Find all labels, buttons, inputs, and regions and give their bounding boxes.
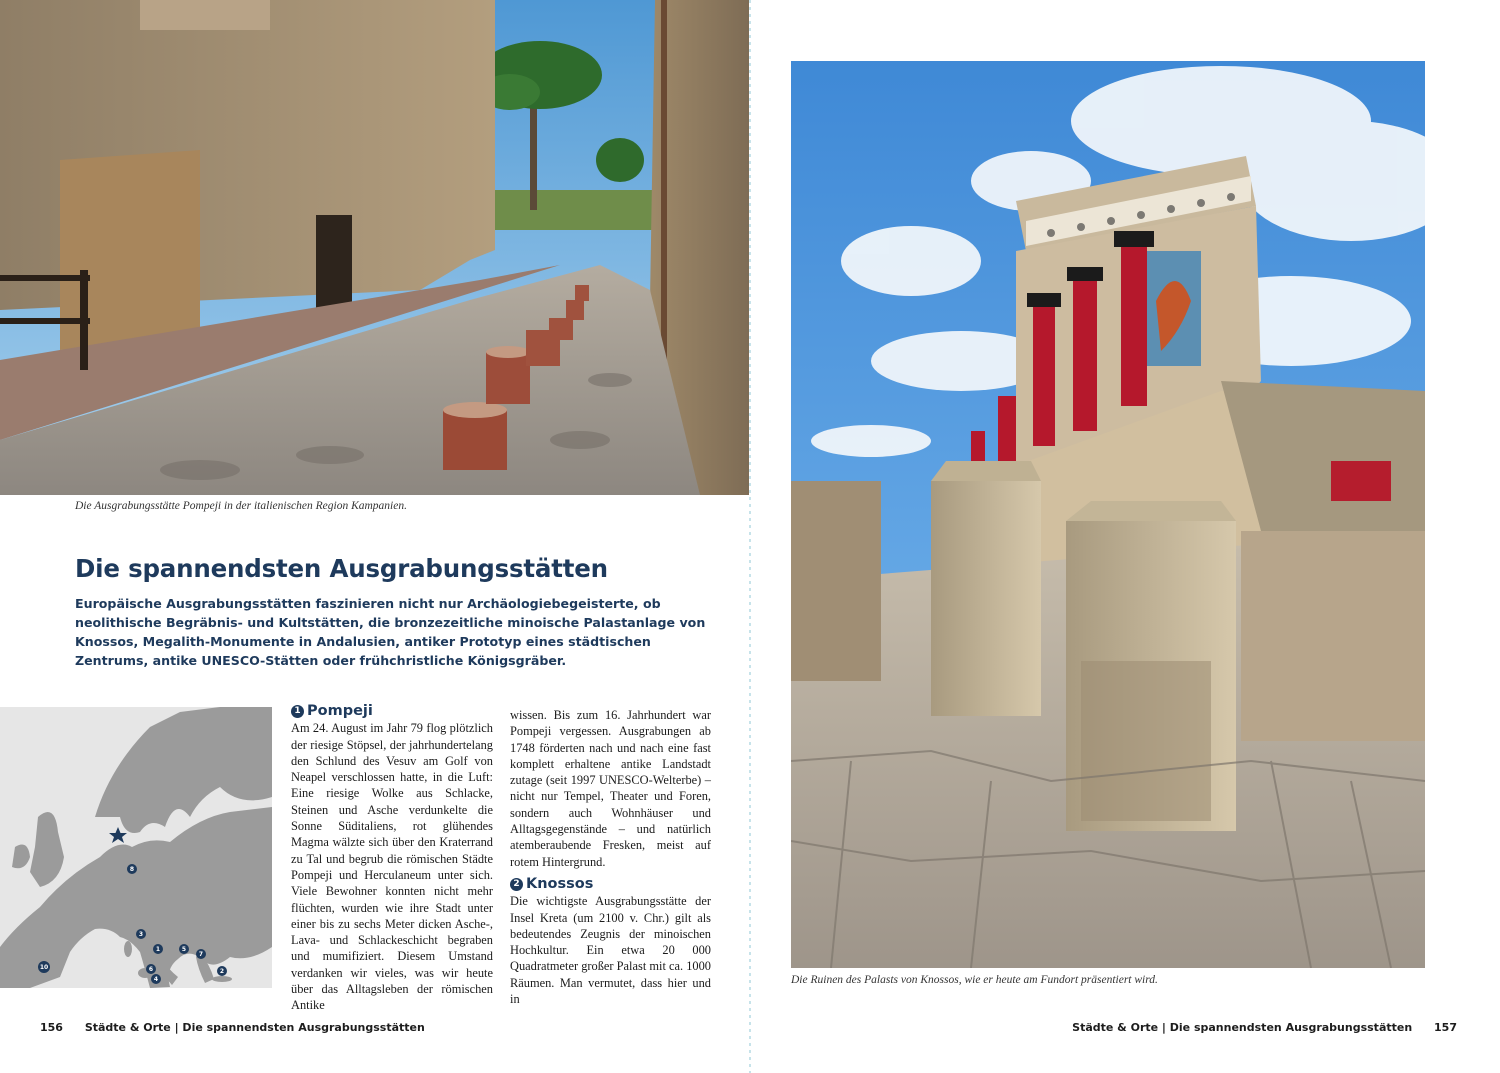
svg-text:7: 7 <box>198 951 204 958</box>
svg-text:4: 4 <box>153 976 159 983</box>
map-marker-1 <box>153 944 163 954</box>
svg-text:8: 8 <box>129 866 135 873</box>
folio-right <box>1072 1021 1457 1034</box>
pompeii-photo-caption: Die Ausgrabungsstätte Pompeji in der italienischen Region Kampanien. <box>75 500 407 512</box>
knossos-photo <box>791 61 1425 968</box>
section-title-text: Pompeji <box>307 703 373 719</box>
map-marker-5 <box>179 944 189 954</box>
svg-text:3: 3 <box>138 931 144 938</box>
page-headline: Die spannendsten Ausgrabungsstätten <box>75 554 608 583</box>
running-head: Städte & Orte | Die spannendsten Ausgrabungsstätten <box>84 1021 425 1034</box>
text-column-2 <box>510 707 711 1007</box>
page-number: 156 <box>40 1021 63 1034</box>
right-page <box>751 0 1500 1073</box>
map-marker-4 <box>151 974 161 984</box>
svg-text:2: 2 <box>219 968 225 975</box>
section-title-pompeji <box>291 703 493 719</box>
section-body-knossos: Die wichtigste Ausgrabungsstätte der Insel Kreta (um 2100 v. Chr.) gilt als bedeutendes Zeugnis der minoischen Hochkultur. Ein etwa 20 000 Quadratmeter großer Palast mit ca. 1000 Räumen. Man vermutet, dass hier und in <box>510 894 711 1007</box>
map-marker-10 <box>38 961 50 973</box>
section-body-pompeji-continued: wissen. Bis zum 16. Jahrhundert war Pompeji vergessen. Ausgrabungen ab 1748 förderten nach und nach eine fast komplett erhaltene antike Landstadt zutage (seit 1997 UNESCO-Welterbe) – nicht nur Tempel, Theater und Foren, sondern auch Wohnhäuser und Alltagsgegenstände – und natürlich atemberaubende Fresken, meist auf rotem Hintergrund. <box>510 708 711 869</box>
svg-text:5: 5 <box>181 946 187 953</box>
folio-left <box>40 1021 425 1034</box>
section-title-text: Knossos <box>526 875 594 892</box>
map-marker-8 <box>127 864 137 874</box>
section-title-knossos <box>510 876 711 892</box>
section-body-pompeji: Am 24. August im Jahr 79 flog plötzlich der riesige Stöpsel, der jahrhundertelang den Schlund des Vesuv am Golf von Neapel verschlossen hatte, in die Luft: Eine riesige Wolke aus Schlacke, Steinen und Asche verdunkelte die Sonne Süditaliens, rot glühendes Magma wälzte sich über den Kraterrand zu Tal und begrub die römischen Städte Pompeji und Herculaneum unter sich. Viele Bewohner konnten nicht mehr flüchten, wurden wie ihre Stadt unter einer bis zu sechs Meter dicken Asche-, Lava- und Schlackeschicht begraben und mumifiziert. Diesem Umstand verdanken wir vieles, was wir heute über das Alltagsleben der römischen Antike <box>291 721 493 1013</box>
map-marker-6 <box>146 964 156 974</box>
pompeii-photo <box>0 0 749 495</box>
svg-text:1: 1 <box>155 946 161 953</box>
europe-map <box>0 707 272 988</box>
svg-text:6: 6 <box>148 966 154 973</box>
svg-text:10: 10 <box>39 964 49 971</box>
knossos-photo-caption: Die Ruinen des Palasts von Knossos, wie er heute am Fundort präsentiert wird. <box>791 974 1158 986</box>
text-column-1 <box>291 703 493 1014</box>
section-number-badge: 2 <box>510 878 523 891</box>
map-marker-2 <box>217 966 227 976</box>
left-page <box>0 0 749 1073</box>
intro-paragraph: Europäische Ausgrabungsstätten faszinieren nicht nur Archäologiebegeisterte, ob neolithische Begräbnis- und Kultstätten, die bronzezeitliche minoische Palastanlage von Knossos, Megalith-Monumente in Andalusien, antiker Prototyp eines städtischen Zentrums, antike UNESCO-Stätten oder frühchristliche Königsgräber. <box>75 596 706 668</box>
running-head: Städte & Orte | Die spannendsten Ausgrabungsstätten <box>1072 1021 1413 1034</box>
map-marker-3 <box>136 929 146 939</box>
section-number-badge: 1 <box>291 705 304 718</box>
map-marker-7 <box>196 949 206 959</box>
page-number: 157 <box>1434 1021 1457 1034</box>
